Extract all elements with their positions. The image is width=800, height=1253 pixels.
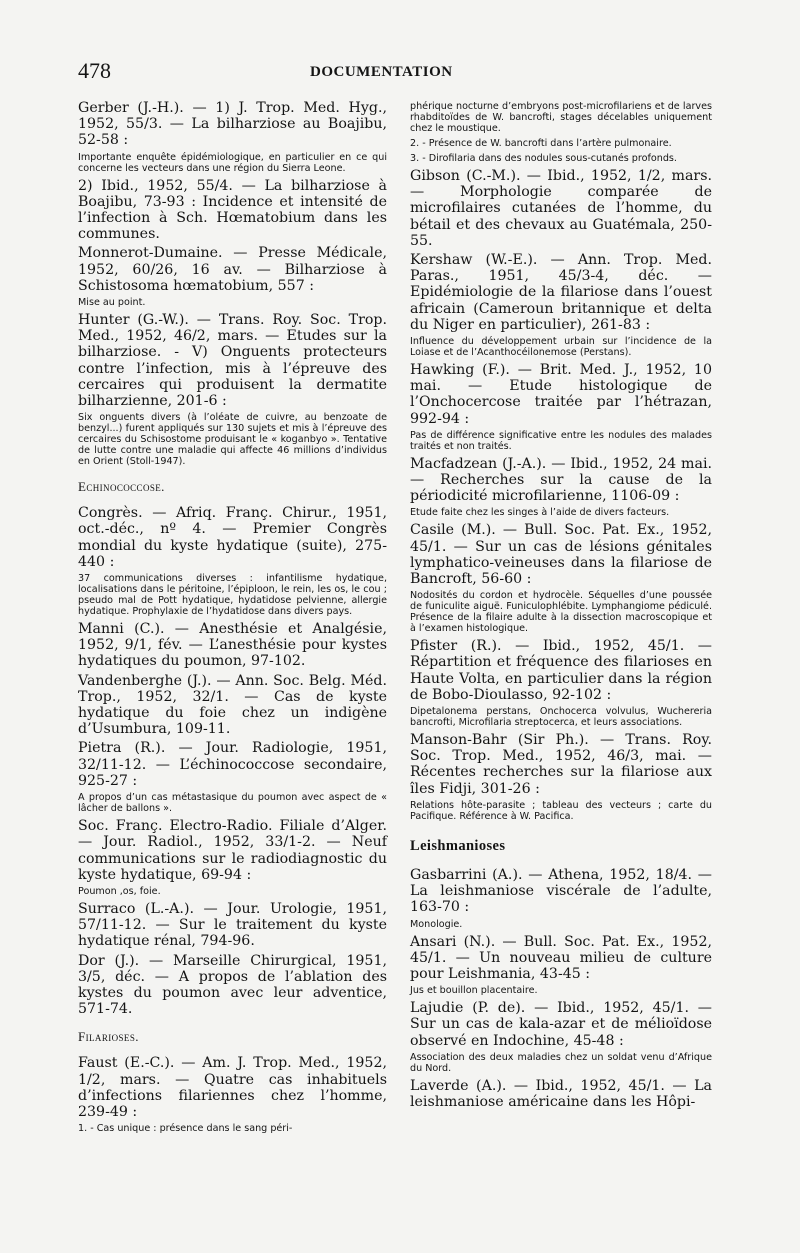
entry-annotation: Association des deux maladies chez un soldat venu d’Afrique du Nord. [410,1051,712,1074]
bibliography-entry: Casile (M.). — Bull. Soc. Pat. Ex., 1952, 45/1. — Sur un cas de lésions génitales lymphatico-veineuses dans la filariose de Bancroft, 56-60 : [410,522,712,588]
bibliography-entry: Dor (J.). — Marseille Chirurgical, 1951, 3/5, déc. — A propos de l’ablation des kystes du poumon avec leur adventice, 571-74. [78,952,387,1018]
bibliography-entry: Ansari (N.). — Bull. Soc. Pat. Ex., 1952, 45/1. — Un nouveau milieu de culture pour Leishmania, 43-45 : [410,933,712,982]
bibliography-entry: Hunter (G.-W.). — Trans. Roy. Soc. Trop. Med., 1952, 46/2, mars. — Etudes sur la bilharziose. - V) Onguents protecteurs contre l’infection, mis à l’épreuve des cercaires qui produisent la dermatite bilharzienne, 201-6 : [78,312,387,410]
bibliography-entry: Manson-Bahr (Sir Ph.). — Trans. Roy. Soc. Trop. Med., 1952, 46/3, mai. — Récentes recherches sur la filariose aux îles Fidji, 301-26 : [410,732,712,797]
bibliography-entry: Monnerot-Dumaine. — Presse Médicale, 1952, 60/26, 16 av. — Bilharziose à Schistosoma hœmatobium, 557 : [78,245,387,294]
entry-annotation: Etude faite chez les singes à l’aide de divers facteurs. [410,507,670,519]
entry-annotation: Dipetalonema perstans, Onchocerca volvulus, Wuchereria bancrofti, Microfilaria streptocerca, et leurs associations. [410,706,712,729]
entry-annotation: Six onguents divers (à l’oléate de cuivre, au benzoate de benzyl...) furent appliqués sur 130 sujets et mis à l’épreuve des cercaires du Schisostome produisant le « koganbyo ». Tentative de lutte contre une maladie qui affecte 46 millions d’individus en Orient (Stoll-1947). [78,412,387,468]
bibliography-entry: Pietra (R.). — Jour. Radiologie, 1951, 32/11-12. — L’échinococcose secondaire, 925-27 : [78,740,387,789]
bibliography-entry: Hawking (F.). — Brit. Med. J., 1952, 10 mai. — Etude histologique de l’Onchocercose traitée par l’hétrazan, 992-94 : [410,362,712,427]
entry-annotation: Importante enquête épidémiologique, en particulier en ce qui concerne les vecteurs dans une région du Sierra Leone. [78,151,387,174]
entry-annotation: A propos d’un cas métastasique du poumon avec aspect de « lâcher de ballons ». [78,792,387,815]
bibliography-entry: Gerber (J.-H.). — 1) J. Trop. Med. Hyg., 1952, 55/3. — La bilharziose au Boajibu, 52-58 : [78,100,387,149]
entry-annotation: 37 communications diverses : infantilisme hydatique, localisations dans le péritoine, l’épiploon, le rein, les os, le cou ; pseudo mal de Pott hydatique, hydatidose pelvienne, allergie hydatique. Prophylaxie de l’hydatidose dans divers pays. [78,573,387,618]
entry-annotation: Poumon ,os, foie. [78,885,161,897]
bibliography-entry: Pfister (R.). — Ibid., 1952, 45/1. — Répartition et fréquence des filarioses en Haute Volta, en particulier dans la région de Bobo-Dioulasso, 92-102 : [410,638,712,703]
bibliography-entry: Manni (C.). — Anesthésie et Analgésie, 1952, 9/1, fév. — L’anesthésie pour kystes hydatiques du poumon, 97-102. [78,621,387,670]
bibliography-entry: Gasbarrini (A.). — Athena, 1952, 18/4. — La leishmaniose viscérale de l’adulte, 163-70 : [410,866,712,916]
entry-annotation: Jus et bouillon placentaire. [410,985,538,997]
bibliography-entry: Gibson (C.-M.). — Ibid., 1952, 1/2, mars. — Morphologie comparée de microfilaires cutanées de l’homme, du bétail et des chevaux au Guatémala, 250-55. [410,168,712,249]
entry-annotation: 1. - Cas unique : présence dans le sang péri- [78,1123,293,1135]
section-heading: Leishmanioses [410,837,506,854]
bibliography-entry: Lajudie (P. de). — Ibid., 1952, 45/1. — Sur un cas de kala-azar et de mélioïdose observé en Indochine, 45-48 : [410,1000,712,1049]
section-heading: Echinococcose. [78,479,165,495]
entry-annotation: phérique nocturne d’embryons post-microfilariens et de larves rhabditoïdes de W. bancrofti, stages décelables uniquement chez le moustique. [410,101,712,134]
page-number: 478 [78,58,111,83]
bibliography-entry: Soc. Franç. Electro-Radio. Filiale d’Alger. — Jour. Radiol., 1952, 33/1-2. — Neuf communications sur le radiodiagnostic du kyste hydatique, 69-94 : [78,818,387,883]
bibliography-entry: Surraco (L.-A.). — Jour. Urologie, 1951, 57/11-12. — Sur le traitement du kyste hydatique rénal, 794-96. [78,900,387,950]
entry-annotation: Nodosités du cordon et hydrocèle. Séquelles d’une poussée de funiculite aiguë. Funiculophlébite. Lymphangiome pédiculé. Présence de la filaire adulte à la dissection macroscopique et à l’examen histologique. [410,590,712,635]
bibliography-entry: Faust (E.-C.). — Am. J. Trop. Med., 1952, 1/2, mars. — Quatre cas inhabituels d’infections filariennes chez l’homme, 239-49 : [78,1055,387,1120]
bibliography-entry: Kershaw (W.-E.). — Ann. Trop. Med. Paras., 1951, 45/3-4, déc. — Epidémiologie de la filariose dans l’ouest africain (Cameroun britannique et delta du Niger en particulier), 261-83 : [410,252,712,333]
bibliography-entry: Laverde (A.). — Ibid., 1952, 45/1. — La leishmaniose américaine dans les Hôpi- [410,1077,712,1110]
entry-annotation: Relations hôte-parasite ; tableau des vecteurs ; carte du Pacifique. Référence à W. Pacifica. [410,799,712,822]
bibliography-entry: Vandenberghe (J.). — Ann. Soc. Belg. Méd. Trop., 1952, 32/1. — Cas de kyste hydatique du foie chez un indigène d’Usumbura, 109-11. [78,672,387,738]
entry-annotation: 2. - Présence de W. bancrofti dans l’artère pulmonaire. [410,138,672,149]
entry-annotation: 3. - Dirofilaria dans des nodules sous-cutanés profonds. [410,153,677,164]
right-column [410,100,712,1113]
entry-annotation: Influence du développement urbain sur l’incidence de la Loiase et de l’Acanthocéilonemose (Perstans). [410,336,712,359]
bibliography-entry: 2) Ibid., 1952, 55/4. — La bilharziose à Boajibu, 73-93 : Incidence et intensité de l’infection à Sch. Hœmatobium dans les communes. [78,177,387,243]
running-header: DOCUMENTATION [310,64,453,80]
bibliography-entry: Macfadzean (J.-A.). — Ibid., 1952, 24 mai. — Recherches sur la cause de la périodicité microfilarienne, 1106-09 : [410,455,712,505]
entry-annotation: Monologie. [410,918,463,930]
left-column [78,100,387,1138]
bibliography-entry: Congrès. — Afriq. Franç. Chirur., 1951, oct.-déc., nº 4. — Premier Congrès mondial du kyste hydatique (suite), 275-440 : [78,505,387,570]
entry-annotation: Pas de différence significative entre les nodules des malades traités et non traités. [410,429,712,452]
entry-annotation: Mise au point. [78,297,146,309]
section-heading: Filarioses. [78,1029,139,1045]
